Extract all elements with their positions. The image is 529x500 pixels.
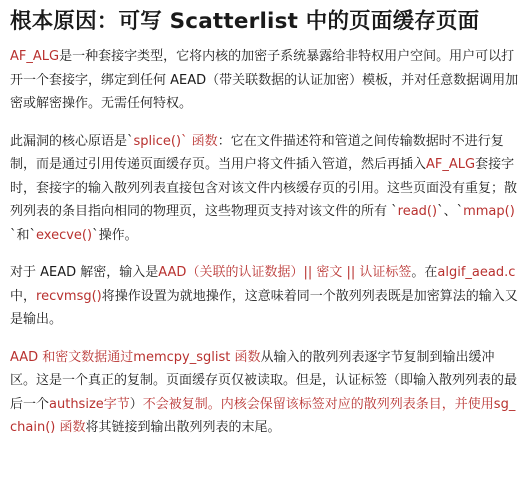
body-text: `、` xyxy=(437,204,464,219)
paragraph-memcpy-sglist xyxy=(10,346,519,440)
paragraph-af-alg xyxy=(10,45,519,116)
body-text: ：它在文件描述符和管道之间传输数据时不进行复制，而是通过引用传递页面缓存页。当用户将文件插入管道，然后再插入 xyxy=(10,133,504,172)
highlighted-term: recvmsg() xyxy=(36,288,102,304)
highlighted-term: memcpy_sglist 函数 xyxy=(133,349,261,365)
body-text: 将操作设置为就地操作，这意味着同一个散列列表既是加密算法的输入又是输出。 xyxy=(10,288,518,327)
page-title: 根本原因：可写 Scatterlist 中的页面缓存页面 xyxy=(10,9,480,34)
highlighted-term: AAD（关联的认证数据）|| 密文 || 认证标签 xyxy=(158,265,412,280)
highlighted-term: AAD 和密文数据通过 xyxy=(10,349,134,365)
highlighted-term: 不会被复制。内核会保留该标签对应的散列列表条目，并使用 xyxy=(142,396,494,412)
body-text: 从输入的散列列表逐字节复制到输出缓冲区。这是一个真正的复制。页面缓存页仅被读取。但是，认证标签（即输入散列列表的最后一个 xyxy=(10,349,518,412)
body-text: 。在 xyxy=(411,265,438,280)
body-text: 中， xyxy=(10,288,37,304)
highlighted-term: algif_aead.c xyxy=(437,265,516,280)
body-text: 对于 AEAD 解密，输入是 xyxy=(10,265,159,280)
body-text: 套接字时，套接字的输入散列列表直接包含对该文件内核缓存页的引用。这些页面没有重复；散列列表的条目指向相同的物理页，这些物理页支持对该文件的所有 ` xyxy=(10,157,518,219)
body-text: `操作。 xyxy=(92,227,138,243)
highlighted-term: AF_ALG xyxy=(10,49,60,64)
highlighted-term: mmap() xyxy=(463,204,515,219)
body-text: 将其链接到输出散列列表的末尾。 xyxy=(85,420,281,435)
paragraph-aead-decrypt xyxy=(10,261,519,332)
highlighted-term: execve() xyxy=(36,227,93,243)
paragraph-splice-primitive xyxy=(10,130,519,248)
body-text: ） xyxy=(129,396,143,412)
highlighted-term: AF_ALG xyxy=(426,157,476,172)
body-text: 此漏洞的核心原语是` xyxy=(10,133,134,149)
body-text: `和` xyxy=(10,227,37,243)
highlighted-term: read() xyxy=(397,204,438,219)
body-text: 是一种套接字类型，它将内核的加密子系统暴露给非特权用户空间。用户可以打开一个套接字，绑定到任何 AEAD（带关联数据的认证加密）模板，并对任意数据调用加密或解密操作。无需任何特权。 xyxy=(10,49,519,111)
highlighted-term: sg_chain() 函数 xyxy=(10,396,516,435)
highlighted-term: authsize字节 xyxy=(49,396,130,412)
highlighted-term: splice()` 函数 xyxy=(133,133,218,149)
